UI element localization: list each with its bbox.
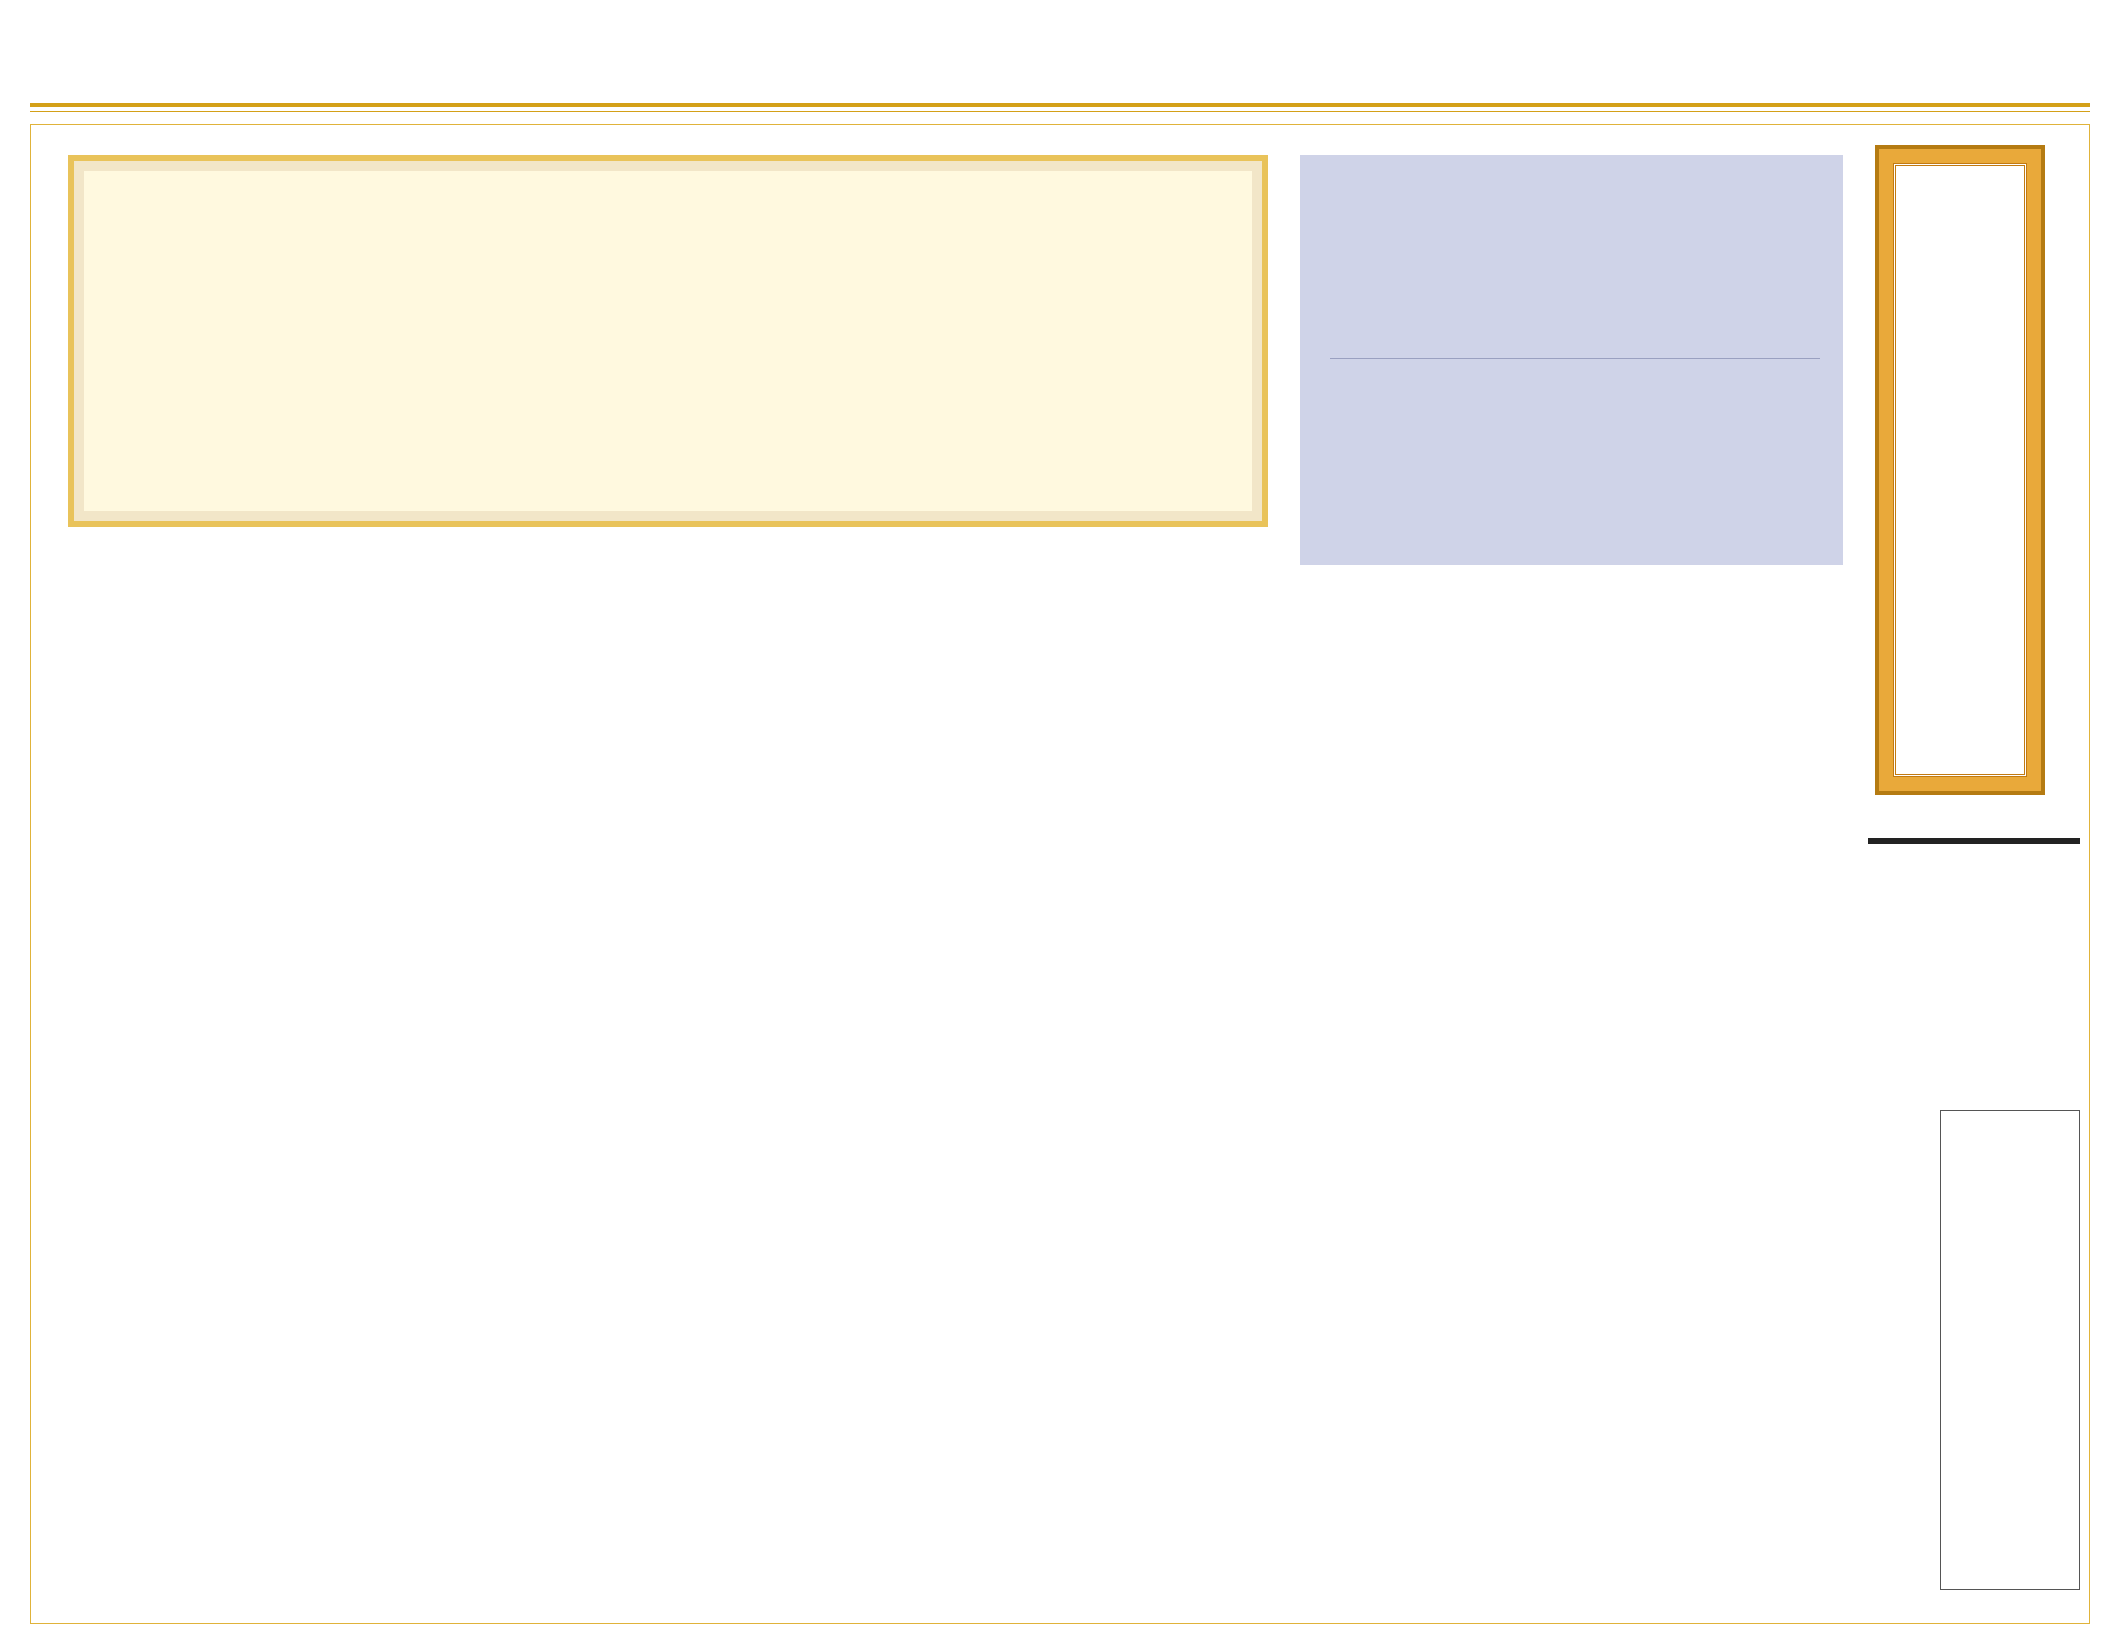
sun-yatsen-quote-box — [1940, 1110, 2080, 1590]
header-rule — [30, 103, 2090, 107]
notice-line — [1870, 841, 2078, 842]
editor-note-box — [68, 155, 1268, 527]
feature-banner — [1300, 155, 1843, 565]
forum-badge-frame — [1893, 163, 2027, 777]
section-title — [1520, 24, 1526, 90]
forum-badge — [1875, 145, 2045, 795]
banner-rule — [1330, 358, 1820, 359]
editor-note-inner — [84, 171, 1252, 511]
header-rule-thin — [30, 111, 2090, 112]
publication-notice — [1868, 838, 2080, 844]
